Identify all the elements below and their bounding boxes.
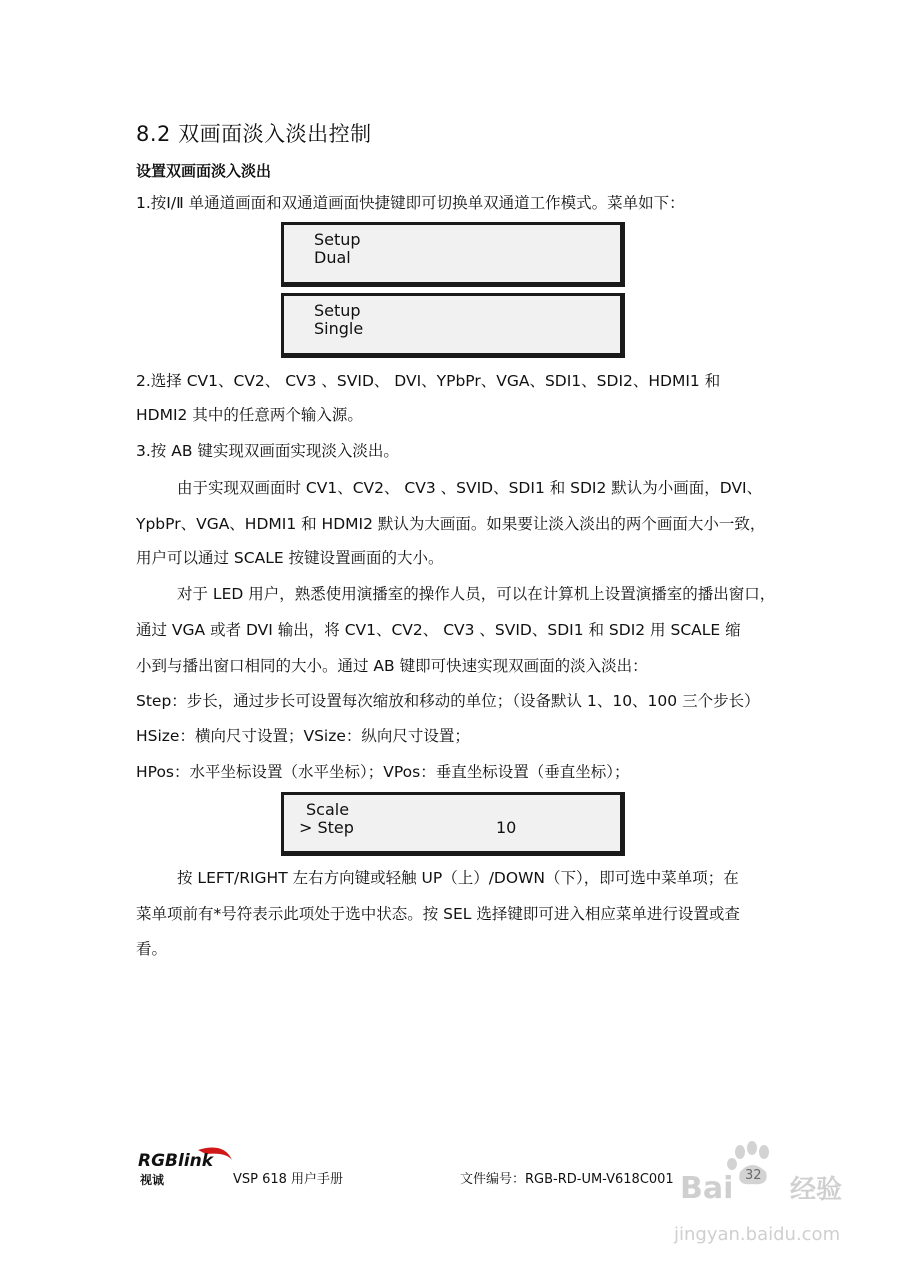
- paragraph-body: 看。: [136, 940, 168, 958]
- section-heading: 8.2 双画面淡入淡出控制: [136, 122, 372, 146]
- paragraph-body: 对于 LED 用户，熟悉使用演播室的操作人员，可以在计算机上设置演播室的播出窗口，: [177, 585, 776, 603]
- logo-text: RGBlink: [138, 1151, 214, 1171]
- subheading: 设置双画面淡入淡出: [136, 162, 272, 180]
- baidu-watermark: [670, 1140, 870, 1250]
- definition-step: Step：步长，通过步长可设置每次缩放和移动的单位；（设备默认 1、10、100 三个步长）: [136, 692, 760, 710]
- watermark-brand: Bai: [680, 1171, 734, 1206]
- lcd-value: 10: [496, 818, 517, 837]
- paragraph-body: 由于实现双画面时 CV1、CV2、 CV3 、SVID、SDI1 和 SDI2 默认为小画面，DVI、: [177, 479, 763, 497]
- paragraph-step-2-cont: HDMI2 其中的任意两个输入源。: [136, 406, 363, 424]
- lcd-menu-scale: [281, 792, 625, 856]
- watermark-url: jingyan.baidu.com: [674, 1224, 841, 1245]
- paragraph-body: 菜单项前有*号符表示此项处于选中状态。按 SEL 选择键即可进入相应菜单进行设置或查: [136, 905, 740, 923]
- paragraph-body: 通过 VGA 或者 DVI 输出，将 CV1、CV2、 CV3 、SVID、SDI1 和 SDI2 用 SCALE 缩: [136, 621, 741, 639]
- document-number: 文件编号：RGB-RD-UM-V618C001: [460, 1172, 674, 1187]
- lcd-menu-single: [281, 293, 625, 358]
- rgblink-logo: [136, 1144, 236, 1188]
- paragraph-step-3: 3.按 AB 键实现双画面实现淡入淡出。: [136, 442, 399, 460]
- lcd-line: Dual: [314, 248, 351, 267]
- watermark-suffix: 经验: [790, 1175, 843, 1205]
- manual-title: VSP 618 用户手册: [233, 1172, 344, 1187]
- paragraph-step-2: 2.选择 CV1、CV2、 CV3 、SVID、 DVI、YPbPr、VGA、SDI1、SDI2、HDMI1 和: [136, 372, 721, 390]
- lcd-line: > Step: [299, 818, 354, 837]
- paragraph-step-1: 1.按Ⅰ/Ⅱ 单通道画面和双通道画面快捷键即可切换单双通道工作模式。菜单如下：: [136, 194, 685, 212]
- paragraph-body: 小到与播出窗口相同的大小。通过 AB 键即可快速实现双画面的淡入淡出：: [136, 657, 648, 675]
- definition-pos: HPos：水平坐标设置（水平坐标）；VPos：垂直坐标设置（垂直坐标）；: [136, 763, 630, 781]
- lcd-line: Scale: [306, 800, 350, 819]
- definition-size: HSize：横向尺寸设置；VSize：纵向尺寸设置；: [136, 727, 470, 745]
- lcd-line: Single: [314, 319, 364, 338]
- logo-subtext: 视诚: [140, 1173, 165, 1187]
- lcd-line: Setup: [314, 230, 361, 249]
- paragraph-body: 按 LEFT/RIGHT 左右方向键或轻触 UP（上）/DOWN（下），即可选中菜单项；在: [177, 869, 739, 887]
- paragraph-body: YpbPr、VGA、HDMI1 和 HDMI2 默认为大画面。如果要让淡入淡出的两个画面大小一致，: [136, 515, 766, 533]
- lcd-line: Setup: [314, 301, 361, 320]
- lcd-menu-dual: [281, 222, 625, 287]
- paragraph-body: 用户可以通过 SCALE 按键设置画面的大小。: [136, 549, 444, 567]
